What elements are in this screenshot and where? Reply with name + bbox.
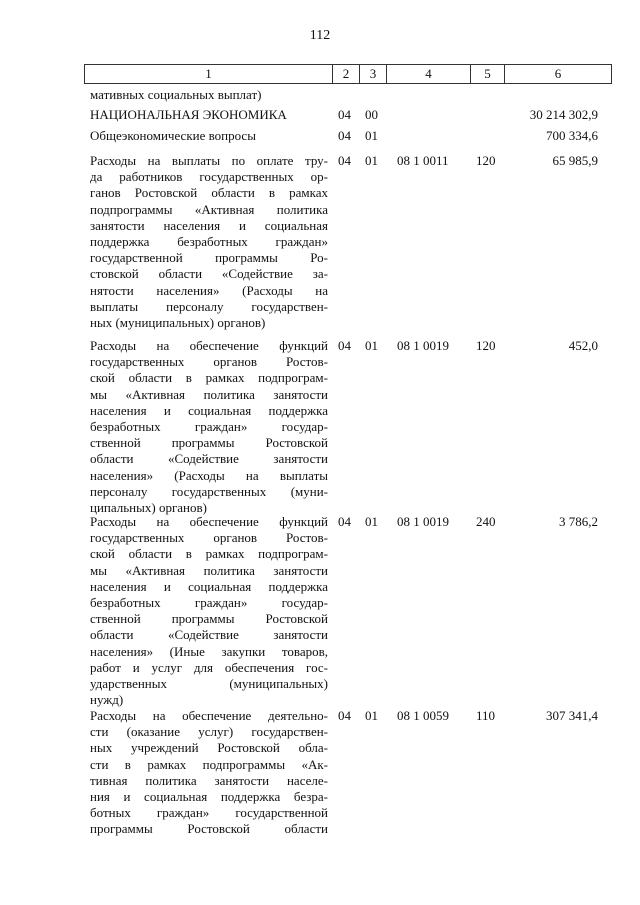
row-section: 04 (338, 107, 351, 122)
row-name-line: Расходы на выплаты по оплате тру- (90, 153, 328, 168)
row-target-article: 08 1 0011 (397, 153, 449, 168)
row-name-line: населения» (Расходы на выплаты (90, 467, 328, 483)
row-name (90, 514, 328, 708)
row-name-line: ганов Ростовской области в рамках (90, 185, 328, 201)
row-name-line: выплаты персоналу государствен- (90, 298, 328, 314)
row-target-article: 08 1 0059 (397, 708, 449, 723)
row-expense-type: 110 (476, 708, 496, 723)
row-name-line: ской области в рамках подпрограм- (90, 370, 328, 386)
row-section: 04 (338, 338, 351, 353)
header-col-6: 6 (505, 65, 612, 84)
row-name-line: ципальных) органов) (90, 500, 207, 516)
page-number: 112 (309, 28, 331, 43)
row-name-line: мы «Активная политика занятости (90, 386, 328, 402)
row-name-line: Общеэкономические вопросы (90, 128, 256, 143)
row-amount: 30 214 302,9 (529, 107, 598, 122)
row-name-line: государственной программы Ро- (90, 250, 328, 266)
row-name-line: области «Содействие занятости (90, 451, 328, 467)
row-section: 04 (338, 514, 351, 529)
row-name (90, 153, 328, 331)
row-name-line: да работников государственных ор- (90, 169, 328, 185)
row-name-line: ственной программы Ростовской (90, 435, 328, 451)
row-amount: 307 341,4 (546, 708, 598, 723)
row-name-line: населения» (Иные закупки товаров, (90, 643, 328, 659)
row-name-line: безработных граждан» государ- (90, 595, 328, 611)
row-name-line: нятости населения» (Расходы на (90, 282, 328, 298)
row-subsection: 01 (365, 514, 378, 529)
row-subsection: 00 (365, 107, 378, 122)
row-name-line: мы «Активная политика занятости (90, 562, 328, 578)
row-section: 04 (338, 128, 351, 143)
row-name-line: населения и социальная поддержка (90, 402, 328, 418)
row-subsection: 01 (365, 128, 378, 143)
row-name-line: Расходы на обеспечение функций (90, 514, 328, 529)
row-name-line: ской области в рамках подпрограм- (90, 546, 328, 562)
row-name-line: тивная политика занятости населе- (90, 772, 328, 788)
table-header (84, 64, 612, 84)
row-amount: 65 985,9 (552, 153, 598, 168)
row-name-line: нужд) (90, 692, 124, 708)
row-section: 04 (338, 708, 351, 723)
row-amount: 3 786,2 (559, 514, 598, 529)
row-subsection: 01 (365, 708, 378, 723)
row-name (90, 708, 328, 838)
row-name-line: государственных органов Ростов- (90, 354, 328, 370)
row-name-line: сти (оказание услуг) государствен- (90, 724, 328, 740)
row-expense-type: 120 (476, 153, 496, 168)
row-name-line: области «Содействие занятости (90, 627, 328, 643)
row-name-line: работ и услуг для обеспечения гос- (90, 659, 328, 675)
row-name-line: подпрограммы «Активная политика (90, 201, 328, 217)
header-col-1: 1 (85, 65, 333, 84)
row-name-line: населения и социальная поддержка (90, 578, 328, 594)
row-name-line: ных (муниципальных) органов) (90, 315, 266, 331)
row-amount: 700 334,6 (546, 128, 598, 143)
row-subsection: 01 (365, 153, 378, 168)
row-name (90, 128, 328, 144)
row-name-line: Расходы на обеспечение функций (90, 338, 328, 353)
row-name-line: ных учреждений Ростовской обла- (90, 740, 328, 756)
row-name-line: безработных граждан» государ- (90, 419, 328, 435)
header-col-2: 2 (333, 65, 360, 84)
row-name-line: ботных граждан» государственной (90, 805, 328, 821)
header-col-5: 5 (471, 65, 505, 84)
row-target-article: 08 1 0019 (397, 514, 449, 529)
row-name-line: стовской области «Содействие за- (90, 266, 328, 282)
row-name-line: поддержка безработных граждан» (90, 234, 328, 250)
row-name (90, 87, 328, 103)
row-amount: 452,0 (568, 338, 598, 353)
row-subsection: 01 (365, 338, 378, 353)
row-name-line: персоналу государственных (муни- (90, 483, 328, 499)
row-name-line: мативных социальных выплат) (90, 87, 262, 102)
row-name-line: государственных органов Ростов- (90, 530, 328, 546)
row-name-line: программы Ростовской области (90, 821, 328, 837)
row-name-line: занятости населения и социальная (90, 217, 328, 233)
row-name-line: ственной программы Ростовской (90, 611, 328, 627)
header-col-3: 3 (360, 65, 387, 84)
row-name (90, 107, 328, 123)
row-expense-type: 240 (476, 514, 496, 529)
row-name-line: сти в рамках подпрограммы «Ак- (90, 756, 328, 772)
row-name-line: Расходы на обеспечение деятельно- (90, 708, 328, 723)
header-col-4: 4 (387, 65, 471, 84)
row-target-article: 08 1 0019 (397, 338, 449, 353)
row-name-line: НАЦИОНАЛЬНАЯ ЭКОНОМИКА (90, 107, 287, 122)
row-section: 04 (338, 153, 351, 168)
row-name-line: ния и социальная поддержка безра- (90, 789, 328, 805)
row-name-line: ударственных (муниципальных) (90, 676, 328, 692)
row-expense-type: 120 (476, 338, 496, 353)
row-name (90, 338, 328, 516)
